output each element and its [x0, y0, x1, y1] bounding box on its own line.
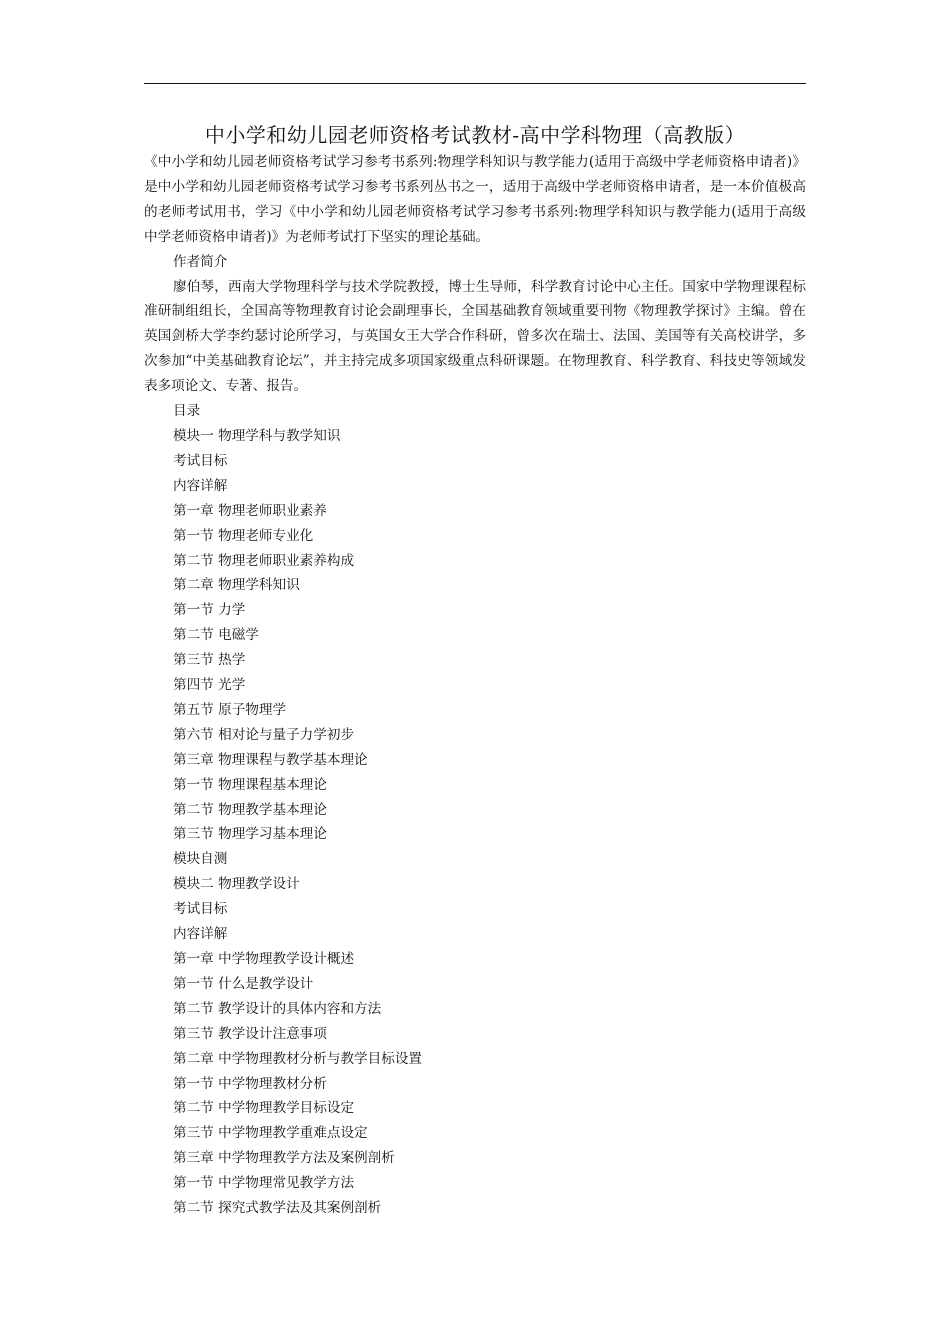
toc-item: 考试目标	[173, 901, 228, 918]
toc-item: 第二节 中学物理教学目标设定	[173, 1100, 355, 1117]
toc-item: 第二节 电磁学	[173, 627, 259, 644]
toc-item: 第三节 热学	[173, 652, 246, 669]
toc-item: 第三节 物理学习基本理论	[173, 826, 327, 843]
toc-item: 第二节 教学设计的具体内容和方法	[173, 1000, 382, 1017]
toc-item: 第一节 力学	[173, 602, 246, 619]
toc-item: 第三节 教学设计注意事项	[173, 1025, 327, 1042]
author-heading: 作者简介	[173, 253, 228, 270]
toc-heading: 目录	[173, 403, 201, 420]
toc-item: 第二节 探究式教学法及其案例剖析	[173, 1200, 382, 1217]
toc-item: 第三章 中学物理教学方法及案例剖析	[173, 1150, 395, 1167]
toc-item: 内容详解	[173, 477, 228, 494]
toc-item: 第一章 物理老师职业素养	[173, 502, 327, 519]
document-body	[144, 150, 806, 1221]
toc-item: 第二章 中学物理教材分析与教学目标设置	[173, 1050, 423, 1067]
toc-item: 考试目标	[173, 452, 228, 469]
toc-item: 模块二 物理教学设计	[173, 876, 300, 893]
toc-item: 模块一 物理学科与教学知识	[173, 427, 341, 444]
toc-item: 内容详解	[173, 926, 228, 943]
toc-item: 第一节 中学物理教材分析	[173, 1075, 327, 1092]
author-bio-paragraph: 廖伯琴，西南大学物理科学与技术学院教授，博士生导师，科学教育讨论中心主任。国家中学物理课程标准研制组组长，全国高等物理教育讨论会副理事长，全国基础教育领域重要刊物《物理教学探讨》主编。曾在英国剑桥大学李约瑟讨论所学习，与英国女王大学合作科研，曾多次在瑞士、法国、美国等有关高校讲学，多次参加“中美基础教育论坛”，并主持完成多项国家级重点科研课题。在物理教育、科学教育、科技史等领域发表多项论文、专著、报告。	[144, 278, 806, 395]
toc-item: 第六节 相对论与量子力学初步	[173, 726, 355, 743]
header-rule	[144, 83, 806, 84]
toc-item: 第三节 中学物理教学重难点设定	[173, 1125, 368, 1142]
toc-item: 模块自测	[173, 851, 228, 868]
toc-item: 第四节 光学	[173, 677, 246, 694]
toc-item: 第一节 物理课程基本理论	[173, 776, 327, 793]
table-of-contents	[144, 424, 806, 1221]
toc-item: 第二节 物理老师职业素养构成	[173, 552, 355, 569]
toc-item: 第一章 中学物理教学设计概述	[173, 951, 355, 967]
toc-item: 第一节 什么是教学设计	[173, 975, 314, 992]
toc-item: 第二节 物理教学基本理论	[173, 801, 327, 818]
toc-item: 第一节 中学物理常见教学方法	[173, 1175, 355, 1192]
toc-item: 第三章 物理课程与教学基本理论	[173, 751, 368, 768]
toc-item: 第五节 原子物理学	[173, 701, 287, 718]
intro-paragraph: 《中小学和幼儿园老师资格考试学习参考书系列:物理学科知识与教学能力(适用于高级中学老师资格申请者)》是中小学和幼儿园老师资格考试学习参考书系列丛书之一，适用于高级中学老师资格申请者，是一本价值极高的老师考试用书，学习《中小学和幼儿园老师资格考试学习参考书系列:物理学科知识与教学能力(适用于高级中学老师资格申请者)》为老师考试打下坚实的理论基础。	[144, 154, 806, 245]
toc-item: 第二章 物理学科知识	[173, 577, 300, 594]
toc-item: 第一节 物理老师专业化	[173, 527, 314, 544]
document-title: 中小学和幼儿园老师资格考试教材-高中学科物理（高教版）	[204, 123, 746, 147]
